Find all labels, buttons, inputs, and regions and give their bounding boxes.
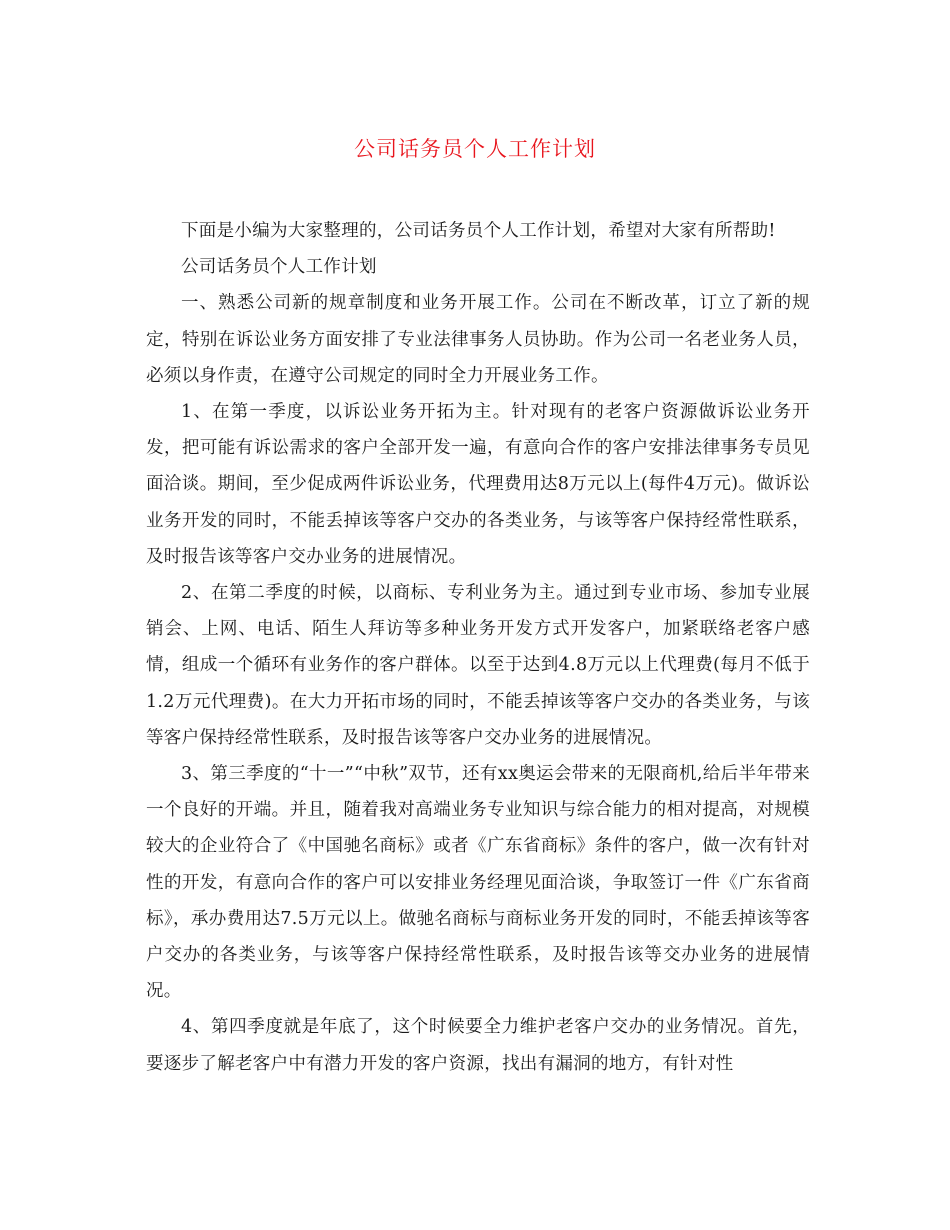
paragraph-q4: 4、第四季度就是年底了，这个时候要全力维护老客户交办的业务情况。首先，要逐步了解老客户中有潜力开发的客户资源，找出有漏洞的地方，有针对性: [146, 1017, 810, 1074]
paragraph-q2: 2、在第二季度的时候，以商标、专利业务为主。通过到专业市场、参加专业展销会、上网、电话、陌生人拜访等多种业务开发方式开发客户，加紧联络老客户感情，组成一个循环有业务作的客户群体。以至于达到4.8万元以上代理费(每月不低于1.2万元代理费)。在大力开拓市场的同时，不能丢掉该等客户交办的各类业务，与该等客户保持经常性联系，及时报告该等客户交办业务的进展情况。: [146, 583, 810, 748]
document-title: 公司话务员个人工作计划: [354, 137, 596, 161]
paragraph-section-1: 一、熟悉公司新的规章制度和业务开展工作。公司在不断改革，订立了新的规定，特别在诉讼业务方面安排了专业法律事务人员协助。作为公司一名老业务人员，必须以身作责，在遵守公司规定的同时全力开展业务工作。: [146, 293, 810, 386]
paragraph-subtitle: 公司话务员个人工作计划: [181, 257, 377, 278]
paragraph-q3: 3、第三季度的“十一”“中秋”双节，还有xx奥运会带来的无限商机,给后半年带来一个良好的开端。并且，随着我对高端业务专业知识与综合能力的相对提高，对规模较大的企业符合了《中国驰名商标》或者《广东省商标》条件的客户，做一次有针对性的开发，有意向合作的客户可以安排业务经理见面洽谈，争取签订一件《广东省商标》，承办费用达7.5万元以上。做驰名商标与商标业务开发的同时，不能丢掉该等客户交办的各类业务，与该等客户保持经常性联系，及时报告该等交办业务的进展情况。: [146, 764, 810, 1002]
document-body: [146, 213, 810, 1082]
paragraph-intro: 下面是小编为大家整理的，公司话务员个人工作计划，希望对大家有所帮助!: [181, 221, 776, 241]
paragraph-q1: 1、在第一季度，以诉讼业务开拓为主。针对现有的老客户资源做诉讼业务开发，把可能有诉讼需求的客户全部开发一遍，有意向合作的客户安排法律事务专员见面洽谈。期间，至少促成两件诉讼业务，代理费用达8万元以上(每件4万元)。做诉讼业务开发的同时，不能丢掉该等客户交办的各类业务，与该等客户保持经常性联系，及时报告该等客户交办业务的进展情况。: [146, 402, 810, 567]
